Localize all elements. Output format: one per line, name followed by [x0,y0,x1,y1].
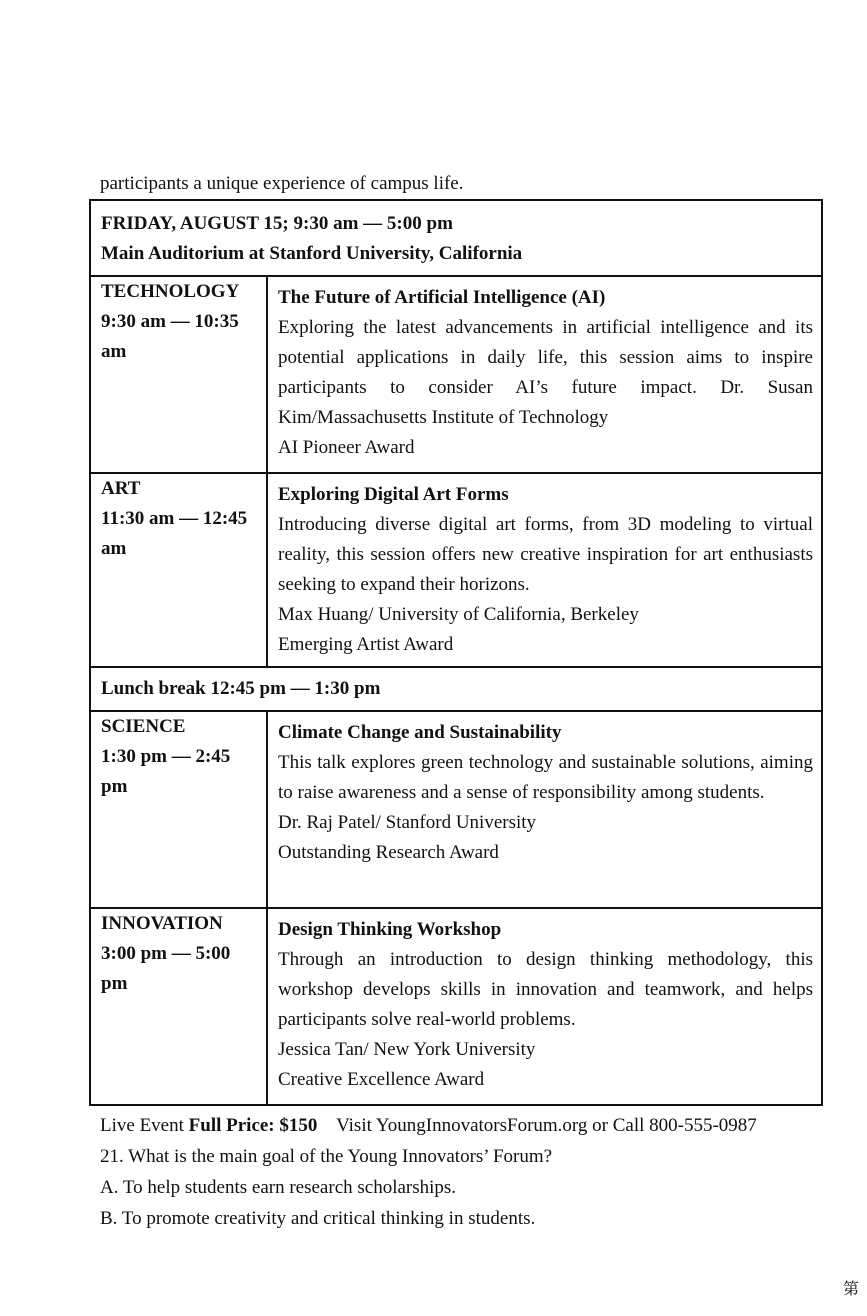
lunch-break-row [90,667,822,711]
session-category: SCIENCE [101,716,186,737]
session-description: Introducing diverse digital art forms, from 3D modeling to virtual reality, this session offers new creative inspiration for art enthusiasts seeking to expand their horizons. [278,514,813,595]
event-schedule-table [89,199,823,1106]
event-date-time: FRIDAY, AUGUST 15; 9:30 am — 5:00 pm [101,213,453,234]
session-time: 3:00 pm — 5:00 pm [101,943,231,994]
session-speaker: Max Huang/ University of California, Berkeley [278,604,639,625]
session-title: Design Thinking Workshop [278,919,502,940]
option-a: A. To help students earn research scholarships. [100,1177,457,1198]
price-line [100,1110,757,1141]
full-price: Full Price: $150 [188,1115,318,1136]
footer-section [100,1110,757,1234]
session-row-art [90,473,822,667]
session-label [90,276,267,473]
session-details [267,908,822,1105]
session-award: Creative Excellence Award [278,1069,485,1090]
session-award: AI Pioneer Award [278,437,415,458]
session-details [267,276,822,473]
session-speaker: Jessica Tan/ New York University [278,1039,536,1060]
session-details [267,473,822,667]
session-description: Exploring the latest advancements in artificial intelligence and its potential applications in daily life, this session aims to inspire participants to consider AI’s future impact. Dr. Susan Kim/Massachusetts Institute of Technology [278,317,813,428]
session-label [90,473,267,667]
session-category: ART [101,478,141,499]
session-speaker: Dr. Raj Patel/ Stanford University [278,812,537,833]
question-stem: 21. What is the main goal of the Young Innovators’ Forum? [100,1146,553,1167]
page-corner-char: 第 [842,1279,859,1298]
lunch-break: Lunch break 12:45 pm — 1:30 pm [90,667,822,711]
session-category: INNOVATION [101,913,223,934]
session-title: Climate Change and Sustainability [278,722,562,743]
session-row-technology [90,276,822,473]
session-label [90,711,267,908]
session-description: Through an introduction to design thinking methodology, this workshop develops skills in innovation and teamwork, and helps participants solve real-world problems. [278,949,813,1030]
option-b: B. To promote creativity and critical thinking in students. [100,1208,536,1229]
price-prefix: Live Event [100,1115,189,1136]
session-award: Outstanding Research Award [278,842,499,863]
session-row-science [90,711,822,908]
event-venue: Main Auditorium at Stanford University, California [101,243,523,264]
intro-fragment: participants a unique experience of campus life. [100,173,464,194]
session-category: TECHNOLOGY [101,281,240,302]
session-time: 1:30 pm — 2:45 pm [101,746,231,797]
session-title: The Future of Artificial Intelligence (AI) [278,287,606,308]
session-description: This talk explores green technology and sustainable solutions, aiming to raise awareness and a sense of responsibility among students. [278,752,813,803]
session-award: Emerging Artist Award [278,634,454,655]
session-time: 9:30 am — 10:35 am [101,311,239,362]
schedule-header [90,200,822,276]
session-time: 11:30 am — 12:45 am [101,508,248,559]
session-label [90,908,267,1105]
contact-info: Visit YoungInnovatorsForum.org or Call 800-555-0987 [336,1115,757,1136]
session-details [267,711,822,908]
session-title: Exploring Digital Art Forms [278,484,509,505]
session-row-innovation [90,908,822,1105]
schedule-header-row [90,200,822,276]
